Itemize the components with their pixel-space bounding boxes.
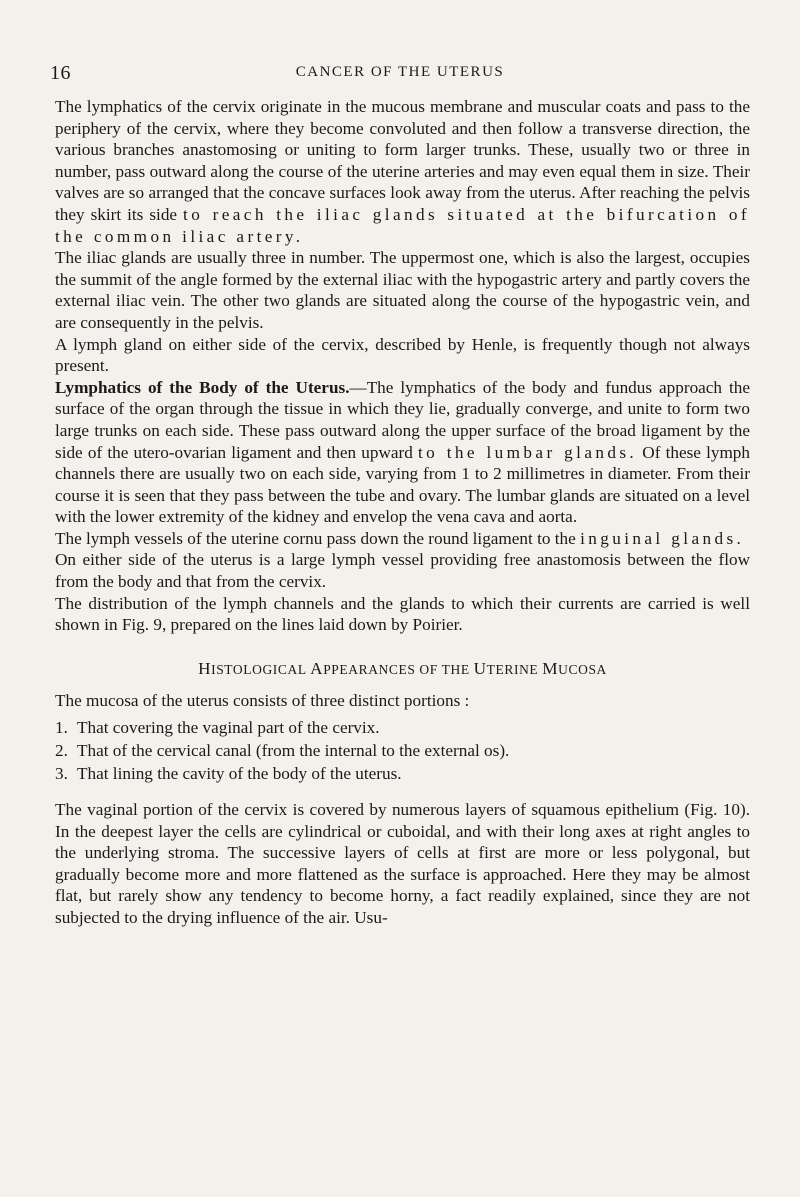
- list-text: That of the cervical canal (from the internal to the external os).: [77, 741, 510, 761]
- numbered-list: [55, 716, 750, 785]
- list-text: That covering the vaginal part of the cervix.: [77, 718, 380, 738]
- list-item: [55, 716, 750, 739]
- spaced-emphasis: to reach the iliac glands situated at the bifurcation of the common iliac artery.: [55, 204, 750, 246]
- page-header: [50, 62, 750, 84]
- heading-part: TERINE: [486, 661, 543, 677]
- list-number: 1.: [55, 718, 68, 738]
- heading-part: U: [473, 658, 487, 678]
- list-number: 2.: [55, 741, 68, 761]
- list-number: 3.: [55, 764, 68, 784]
- heading-part: H: [198, 658, 212, 678]
- list-text: That lining the cavity of the body of the uterus.: [77, 764, 402, 784]
- paragraph: [55, 377, 750, 528]
- paragraph-text: The lymph vessels of the uterine cornu pass down the round ligament to the: [55, 528, 581, 548]
- paragraph: The iliac glands are usually three in number. The uppermost one, which is also the largest, occupies the summit of the angle formed by the external iliac with the hypogastric artery and partly covers the external iliac vein. The other two glands are situated along the course of the hypogastric vein, and are consequently in the pelvis.: [55, 248, 750, 332]
- paragraph-text: Of these lymph channels there are usually two on each side, varying from 1 to 2 millimetres in diameter. From their course it is seen that they pass between the tube and ovary. The lumbar glands are situated on a level with the lower extremity of the kidney and envelop the vena cava and aorta.: [55, 442, 750, 527]
- paragraph-text: —The lymphatics of the body and fundus approach the surface of the organ through the tissue in which they lie, gradually converge, and unite to form two large trunks on each side. These pass outward along the upper surface of the broad ligament by the side of the utero-ovarian ligament and then upward: [55, 377, 751, 462]
- list-item: [55, 762, 750, 785]
- page-number: 16: [50, 62, 71, 84]
- paragraph: The mucosa of the uterus consists of three distinct portions :: [55, 691, 470, 711]
- running-head: CANCER OF THE UTERUS: [295, 64, 505, 80]
- list-item: [55, 739, 750, 762]
- paragraph: A lymph gland on either side of the cervix, described by Henle, is frequently though not always present.: [55, 334, 750, 376]
- paragraph-text: The lymphatics of the cervix originate in the mucous membrane and muscular coats and pass to the periphery of the cervix, where they become convoluted and then follow a transverse direction, the various branches anastomosing or uniting to form larger trunks. These, usually two or three in number, pass outward along the course of the uterine arteries and may even equal them in size. Their valves are so arranged that the concave surfaces look away from the uterus. After reaching the pelvis they skirt its side: [55, 97, 750, 224]
- paragraph: [55, 528, 750, 550]
- run-in-heading: Lymphatics of the Body of the Uterus.: [55, 377, 350, 397]
- section-heading: [55, 658, 750, 681]
- paragraph: The distribution of the lymph channels and the glands to which their currents are carried is well shown in Fig. 9, prepared on the lines laid down by Poirier.: [55, 593, 750, 635]
- heading-part: M: [542, 658, 559, 678]
- paragraph: On either side of the uterus is a large lymph vessel providing free anastomosis between the flow from the body and that from the cervix.: [55, 550, 750, 592]
- paragraph: [55, 96, 750, 247]
- spaced-emphasis: to the lumbar glands.: [418, 442, 638, 462]
- paragraph: The vaginal portion of the cervix is covered by numerous layers of squamous epithelium (Fig. 10). In the deepest layer the cells are cylindrical or cuboidal, and with their long axes at right angles to the underlying stroma. The successive layers of cells at first are more or less polygonal, but gradually become more and more flattened as the surface is approached. Here they may be almost flat, but rarely show any tendency to become horny, a fact readily explained, since they are not subjected to the drying influence of the air. Usu-: [55, 800, 750, 927]
- heading-part: PPEARANCES OF THE: [323, 661, 474, 677]
- spaced-emphasis: inguinal glands.: [580, 528, 745, 548]
- body-text: [55, 96, 750, 929]
- heading-part: A: [310, 658, 324, 678]
- heading-part: ISTOLOGICAL: [211, 661, 311, 677]
- heading-part: UCOSA: [558, 661, 607, 677]
